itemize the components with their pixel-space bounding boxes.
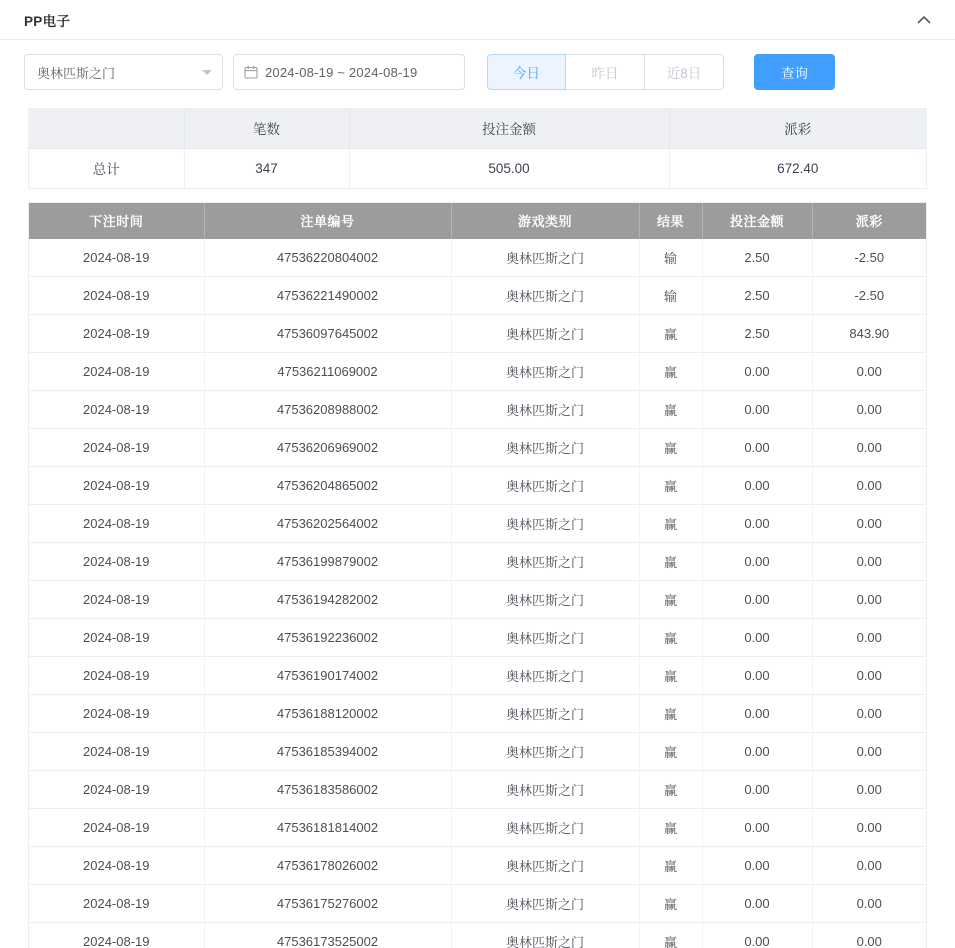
cell-payout: 0.00: [812, 353, 926, 391]
cell-payout: 0.00: [812, 809, 926, 847]
cell-result: 赢: [639, 505, 702, 543]
cell-time: 2024-08-19: [29, 847, 204, 885]
summary-header-payout: 派彩: [669, 109, 926, 148]
cell-bet: 0.00: [702, 467, 812, 505]
cell-result: 赢: [639, 315, 702, 353]
cell-game: 奥林匹斯之门: [451, 619, 639, 657]
cell-result: 赢: [639, 885, 702, 923]
cell-bet: 0.00: [702, 695, 812, 733]
quick-range-button-group: [487, 54, 724, 90]
cell-order-id: 47536183586002: [204, 771, 451, 809]
summary-total-payout: 672.40: [669, 148, 926, 188]
cell-result: 赢: [639, 847, 702, 885]
cell-time: 2024-08-19: [29, 923, 204, 948]
cell-payout: 843.90: [812, 315, 926, 353]
cell-game: 奥林匹斯之门: [451, 695, 639, 733]
cell-payout: 0.00: [812, 543, 926, 581]
cell-game: 奥林匹斯之门: [451, 733, 639, 771]
cell-result: 赢: [639, 353, 702, 391]
cell-payout: -2.50: [812, 277, 926, 315]
cell-result: 赢: [639, 391, 702, 429]
cell-bet: 0.00: [702, 657, 812, 695]
cell-payout: -2.50: [812, 239, 926, 277]
cell-payout: 0.00: [812, 885, 926, 923]
cell-time: 2024-08-19: [29, 315, 204, 353]
table-row[interactable]: [29, 733, 926, 771]
cell-payout: 0.00: [812, 923, 926, 948]
table-row[interactable]: [29, 239, 926, 277]
cell-order-id: 47536202564002: [204, 505, 451, 543]
cell-bet: 2.50: [702, 315, 812, 353]
cell-time: 2024-08-19: [29, 885, 204, 923]
cell-bet: 2.50: [702, 239, 812, 277]
cell-game: 奥林匹斯之门: [451, 771, 639, 809]
cell-time: 2024-08-19: [29, 277, 204, 315]
cell-bet: 0.00: [702, 923, 812, 948]
cell-time: 2024-08-19: [29, 581, 204, 619]
cell-game: 奥林匹斯之门: [451, 467, 639, 505]
game-select-value: 奥林匹斯之门: [37, 65, 116, 81]
cell-game: 奥林匹斯之门: [451, 923, 639, 948]
table-row[interactable]: [29, 505, 926, 543]
cell-result: 赢: [639, 695, 702, 733]
table-row[interactable]: [29, 657, 926, 695]
chevron-up-icon[interactable]: [911, 7, 937, 33]
table-row[interactable]: [29, 847, 926, 885]
cell-game: 奥林匹斯之门: [451, 657, 639, 695]
page-title: PP电子: [24, 13, 71, 29]
cell-bet: 0.00: [702, 581, 812, 619]
cell-order-id: 47536185394002: [204, 733, 451, 771]
table-row[interactable]: [29, 277, 926, 315]
cell-payout: 0.00: [812, 657, 926, 695]
cell-payout: 0.00: [812, 391, 926, 429]
cell-time: 2024-08-19: [29, 733, 204, 771]
summary-header-row: [29, 109, 926, 148]
cell-order-id: 47536206969002: [204, 429, 451, 467]
detail-table-body: [29, 239, 926, 948]
cell-game: 奥林匹斯之门: [451, 885, 639, 923]
cell-payout: 0.00: [812, 581, 926, 619]
cell-payout: 0.00: [812, 847, 926, 885]
cell-bet: 0.00: [702, 505, 812, 543]
table-row[interactable]: [29, 543, 926, 581]
table-row[interactable]: [29, 581, 926, 619]
summary-total-label: 总计: [29, 148, 184, 188]
summary-header-count: 笔数: [184, 109, 349, 148]
cell-order-id: 47536178026002: [204, 847, 451, 885]
cell-order-id: 47536173525002: [204, 923, 451, 948]
cell-payout: 0.00: [812, 733, 926, 771]
cell-result: 赢: [639, 657, 702, 695]
table-row[interactable]: [29, 619, 926, 657]
summary-total-count: 347: [184, 148, 349, 188]
query-button[interactable]: 查询: [754, 54, 835, 90]
cell-result: 赢: [639, 467, 702, 505]
quick-range-today-button[interactable]: 今日: [487, 54, 566, 90]
cell-result: 赢: [639, 619, 702, 657]
cell-game: 奥林匹斯之门: [451, 429, 639, 467]
filter-toolbar: [0, 40, 955, 102]
cell-game: 奥林匹斯之门: [451, 505, 639, 543]
cell-bet: 0.00: [702, 733, 812, 771]
cell-payout: 0.00: [812, 505, 926, 543]
cell-bet: 0.00: [702, 543, 812, 581]
summary-total-row: [29, 148, 926, 188]
cell-game: 奥林匹斯之门: [451, 581, 639, 619]
cell-bet: 0.00: [702, 885, 812, 923]
cell-result: 赢: [639, 771, 702, 809]
cell-order-id: 47536175276002: [204, 885, 451, 923]
cell-order-id: 47536188120002: [204, 695, 451, 733]
cell-order-id: 47536181814002: [204, 809, 451, 847]
table-row[interactable]: [29, 429, 926, 467]
cell-game: 奥林匹斯之门: [451, 543, 639, 581]
cell-order-id: 47536221490002: [204, 277, 451, 315]
cell-bet: 0.00: [702, 771, 812, 809]
detail-table: [28, 202, 927, 948]
cell-result: 赢: [639, 581, 702, 619]
table-row[interactable]: [29, 391, 926, 429]
cell-time: 2024-08-19: [29, 429, 204, 467]
table-row[interactable]: [29, 809, 926, 847]
table-row[interactable]: [29, 695, 926, 733]
summary-total-bet: 505.00: [349, 148, 669, 188]
cell-bet: 2.50: [702, 277, 812, 315]
cell-order-id: 47536199879002: [204, 543, 451, 581]
cell-bet: 0.00: [702, 353, 812, 391]
cell-bet: 0.00: [702, 847, 812, 885]
summary-header-bet: 投注金额: [349, 109, 669, 148]
detail-header-time: 下注时间: [29, 203, 204, 239]
cell-bet: 0.00: [702, 619, 812, 657]
cell-order-id: 47536220804002: [204, 239, 451, 277]
cell-result: 赢: [639, 923, 702, 948]
date-range-input[interactable]: [233, 54, 465, 90]
cell-payout: 0.00: [812, 619, 926, 657]
cell-payout: 0.00: [812, 695, 926, 733]
cell-order-id: 47536211069002: [204, 353, 451, 391]
cell-result: 输: [639, 239, 702, 277]
cell-payout: 0.00: [812, 467, 926, 505]
table-row[interactable]: [29, 771, 926, 809]
summary-table: [28, 108, 927, 189]
cell-game: 奥林匹斯之门: [451, 239, 639, 277]
cell-result: 输: [639, 277, 702, 315]
table-row[interactable]: [29, 885, 926, 923]
cell-payout: 0.00: [812, 429, 926, 467]
panel-header: [0, 0, 955, 40]
cell-time: 2024-08-19: [29, 543, 204, 581]
quick-range-last8days-button[interactable]: 近8日: [645, 54, 724, 90]
game-select[interactable]: [24, 54, 223, 90]
detail-header-row: [29, 203, 926, 239]
detail-header-game: 游戏类别: [451, 203, 639, 239]
detail-header-payout: 派彩: [812, 203, 926, 239]
detail-header-bet: 投注金额: [702, 203, 812, 239]
cell-order-id: 47536192236002: [204, 619, 451, 657]
date-range-value: 2024-08-19 ~ 2024-08-19: [265, 64, 418, 80]
cell-payout: 0.00: [812, 771, 926, 809]
cell-order-id: 47536194282002: [204, 581, 451, 619]
cell-bet: 0.00: [702, 429, 812, 467]
cell-time: 2024-08-19: [29, 353, 204, 391]
cell-game: 奥林匹斯之门: [451, 847, 639, 885]
chevron-down-icon: [202, 70, 212, 75]
cell-bet: 0.00: [702, 391, 812, 429]
cell-time: 2024-08-19: [29, 391, 204, 429]
table-row[interactable]: [29, 353, 926, 391]
cell-order-id: 47536208988002: [204, 391, 451, 429]
table-row[interactable]: [29, 315, 926, 353]
quick-range-yesterday-button[interactable]: 昨日: [566, 54, 645, 90]
cell-order-id: 47536097645002: [204, 315, 451, 353]
cell-time: 2024-08-19: [29, 619, 204, 657]
cell-order-id: 47536204865002: [204, 467, 451, 505]
cell-game: 奥林匹斯之门: [451, 315, 639, 353]
cell-time: 2024-08-19: [29, 657, 204, 695]
cell-time: 2024-08-19: [29, 505, 204, 543]
table-row[interactable]: [29, 467, 926, 505]
cell-time: 2024-08-19: [29, 809, 204, 847]
cell-order-id: 47536190174002: [204, 657, 451, 695]
cell-game: 奥林匹斯之门: [451, 809, 639, 847]
cell-result: 赢: [639, 429, 702, 467]
table-row[interactable]: [29, 923, 926, 948]
cell-bet: 0.00: [702, 809, 812, 847]
summary-header-blank: [29, 109, 184, 148]
cell-result: 赢: [639, 543, 702, 581]
detail-header-order: 注单编号: [204, 203, 451, 239]
cell-time: 2024-08-19: [29, 771, 204, 809]
detail-header-result: 结果: [639, 203, 702, 239]
cell-result: 赢: [639, 809, 702, 847]
cell-result: 赢: [639, 733, 702, 771]
cell-game: 奥林匹斯之门: [451, 391, 639, 429]
cell-time: 2024-08-19: [29, 695, 204, 733]
cell-time: 2024-08-19: [29, 467, 204, 505]
cell-time: 2024-08-19: [29, 239, 204, 277]
cell-game: 奥林匹斯之门: [451, 353, 639, 391]
cell-game: 奥林匹斯之门: [451, 277, 639, 315]
calendar-icon: [244, 65, 258, 79]
